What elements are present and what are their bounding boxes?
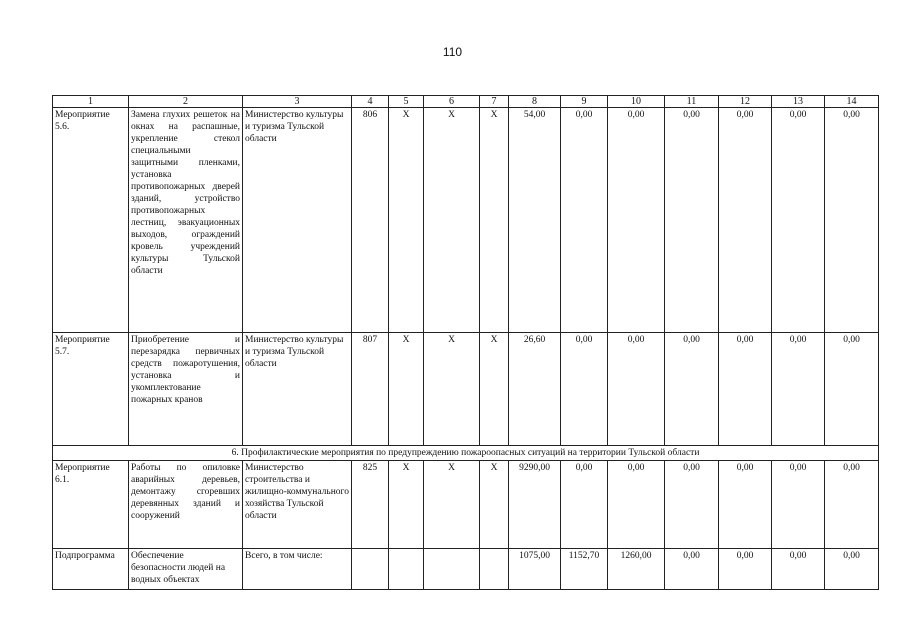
col-number: 5 xyxy=(389,96,424,108)
col-number: 6 xyxy=(424,96,480,108)
col-number: 10 xyxy=(608,96,665,108)
value-cell: 0,00 xyxy=(561,333,608,446)
col-number: 2 xyxy=(129,96,243,108)
col-number: 1 xyxy=(53,96,129,108)
value-cell: 0,00 xyxy=(772,333,825,446)
col-number: 3 xyxy=(243,96,352,108)
total-label: Всего, в том числе: xyxy=(243,549,352,590)
empty-cell xyxy=(424,549,480,590)
value-cell: 1260,00 xyxy=(608,549,665,590)
col-number: 8 xyxy=(509,96,561,108)
col-number: 13 xyxy=(772,96,825,108)
code-cell: 806 xyxy=(352,108,389,333)
measure-id: Мероприятие 5.7. xyxy=(53,333,129,446)
code-cell xyxy=(352,549,389,590)
code-cell: 825 xyxy=(352,461,389,549)
page-number: 110 xyxy=(442,45,463,59)
value-cell: 54,00 xyxy=(509,108,561,333)
value-cell: 0,00 xyxy=(665,108,719,333)
table-row xyxy=(53,108,879,333)
section-heading-row xyxy=(53,446,879,461)
value-cell: 0,00 xyxy=(665,549,719,590)
measure-id: Мероприятие 5.6. xyxy=(53,108,129,333)
table-row xyxy=(53,461,879,549)
empty-cell xyxy=(389,549,424,590)
program-table xyxy=(52,95,879,590)
value-cell: 0,00 xyxy=(772,549,825,590)
responsible-executor: Министерство культуры и туризма Тульской области xyxy=(243,333,352,446)
measure-description: Замена глухих решеток на окнах на распашные, укрепление стекол специальными защитными пленками, установка противопожарных дверей зданий, устройство противопожарных лестниц, эвакуационных выходов, ограждений кровель учреждений культуры Тульской области xyxy=(129,108,243,333)
value-cell: 0,00 xyxy=(561,108,608,333)
column-number-row xyxy=(53,96,879,108)
responsible-executor: Министерство культуры и туризма Тульской области xyxy=(243,108,352,333)
value-cell: 0,00 xyxy=(772,108,825,333)
cell-x: Х xyxy=(424,333,480,446)
subprogram-description: Обеспечение безопасности людей на водных объектах xyxy=(129,549,243,590)
subprogram-label: Подпрограмма xyxy=(53,549,129,590)
col-number: 7 xyxy=(480,96,509,108)
col-number: 11 xyxy=(665,96,719,108)
col-number: 4 xyxy=(352,96,389,108)
cell-x: Х xyxy=(480,108,509,333)
value-cell: 9290,00 xyxy=(509,461,561,549)
col-number: 14 xyxy=(825,96,879,108)
value-cell: 0,00 xyxy=(608,461,665,549)
cell-x: Х xyxy=(424,108,480,333)
value-cell: 0,00 xyxy=(665,461,719,549)
cell-x: Х xyxy=(389,333,424,446)
col-number: 9 xyxy=(561,96,608,108)
value-cell: 0,00 xyxy=(665,333,719,446)
empty-cell xyxy=(480,549,509,590)
value-cell: 0,00 xyxy=(561,461,608,549)
value-cell: 0,00 xyxy=(825,108,879,333)
value-cell: 0,00 xyxy=(719,108,772,333)
col-number: 12 xyxy=(719,96,772,108)
measure-description: Работы по опиловке аварийных деревьев, демонтажу сгоревших деревянных зданий и сооружений xyxy=(129,461,243,549)
cell-x: Х xyxy=(480,461,509,549)
value-cell: 1152,70 xyxy=(561,549,608,590)
value-cell: 0,00 xyxy=(719,461,772,549)
cell-x: Х xyxy=(389,461,424,549)
table-row xyxy=(53,549,879,590)
code-cell: 807 xyxy=(352,333,389,446)
value-cell: 0,00 xyxy=(719,549,772,590)
value-cell: 0,00 xyxy=(825,461,879,549)
value-cell: 0,00 xyxy=(719,333,772,446)
value-cell: 0,00 xyxy=(772,461,825,549)
measure-id: Мероприятие 6.1. xyxy=(53,461,129,549)
cell-x: Х xyxy=(480,333,509,446)
value-cell: 0,00 xyxy=(608,108,665,333)
value-cell: 0,00 xyxy=(608,333,665,446)
value-cell: 1075,00 xyxy=(509,549,561,590)
value-cell: 0,00 xyxy=(825,549,879,590)
value-cell: 26,60 xyxy=(509,333,561,446)
responsible-executor: Министерство строительства и жилищно-коммунального хозяйства Тульской области xyxy=(243,461,352,549)
cell-x: Х xyxy=(389,108,424,333)
measure-description: Приобретение и перезарядка первичных средств пожаротушения, установка и укомплектование пожарных кранов xyxy=(129,333,243,446)
value-cell: 0,00 xyxy=(825,333,879,446)
table-row xyxy=(53,333,879,446)
cell-x: Х xyxy=(424,461,480,549)
section-heading: 6. Профилактические мероприятия по предупреждению пожароопасных ситуаций на территории Тульской области xyxy=(53,446,879,461)
